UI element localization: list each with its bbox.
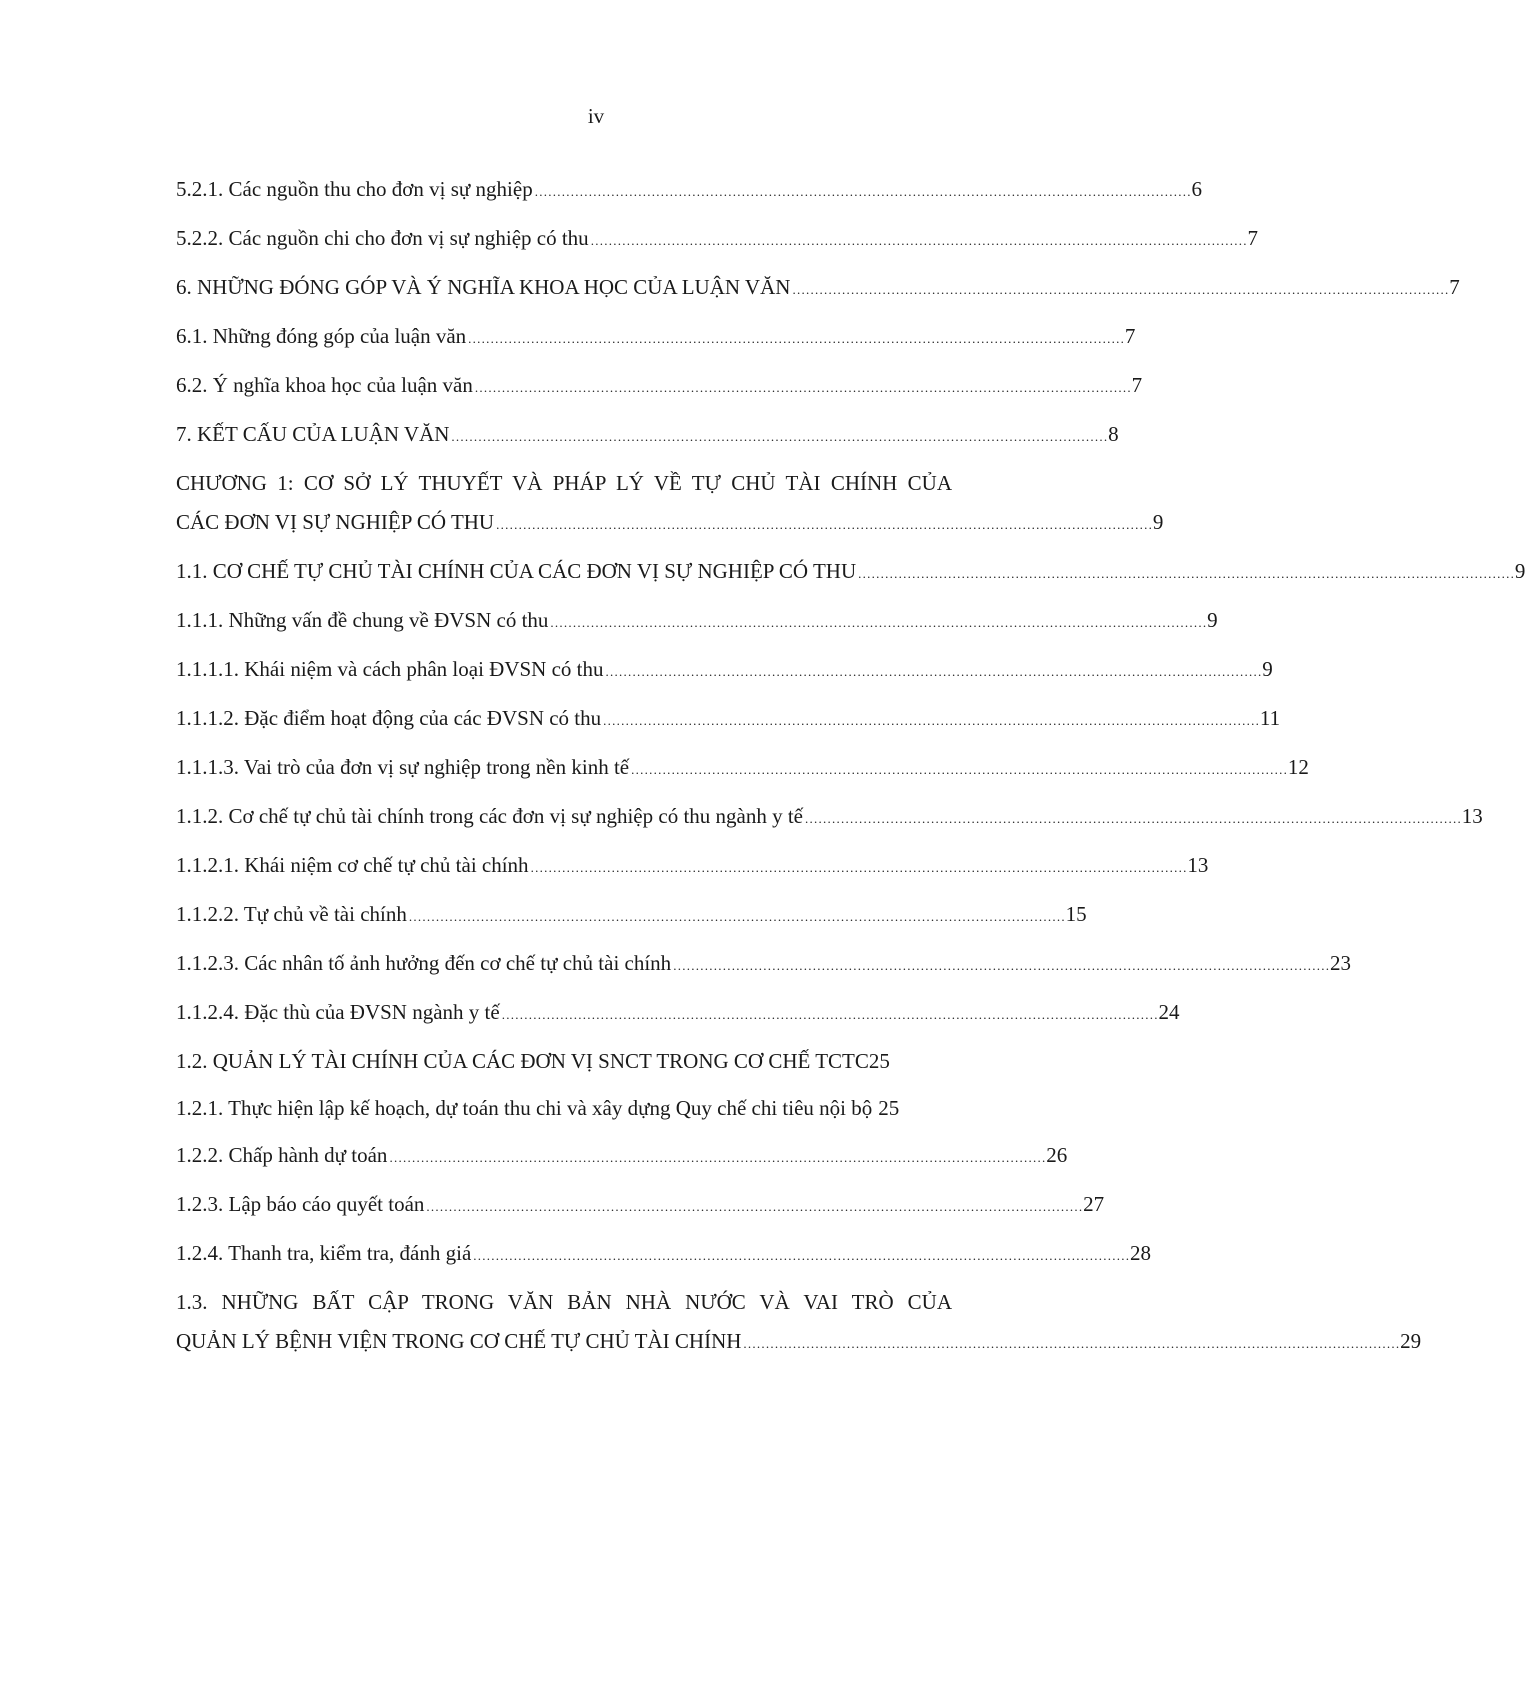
toc-entry-page: 9 [1262,657,1273,681]
toc-entry-title-line2: QUẢN LÝ BỆNH VIỆN TRONG CƠ CHẾ TỰ CHỦ TÀI CHÍNH [176,1329,742,1353]
toc-entry-title: 1.1.2.1. Khái niệm cơ chế tự chủ tài chính [176,853,529,877]
toc-entry-title: 1.2. QUẢN LÝ TÀI CHÍNH CỦA CÁC ĐƠN VỊ SNCT TRONG CƠ CHẾ TCTC [176,1049,869,1073]
toc-entry[interactable] [176,699,1281,740]
toc-entry-title: 1.1.2.3. Các nhân tố ảnh hưởng đến cơ chế tự chủ tài chính [176,951,672,975]
toc-dot-leader [601,699,1260,740]
toc-entry-title: 6.2. Ý nghĩa khoa học của luận văn [176,373,473,397]
toc-dot-leader [500,993,1159,1034]
toc-entry[interactable] [176,895,1087,936]
toc-entry-title: 1.1.1.2. Đặc điểm hoạt động của các ĐVSN có thu [176,706,602,730]
toc-entry-page: 12 [1287,755,1309,779]
toc-entry-chapter[interactable] [176,464,1164,544]
toc-entry[interactable] [176,1185,1105,1226]
toc-entry-title: 1.2.2. Chấp hành dự toán [176,1143,388,1167]
toc-entry-page: 6 [1191,177,1202,201]
toc-entry-title: 5.2.2. Các nguồn chi cho đơn vị sự nghiệp có thu [176,226,589,250]
toc-entry[interactable] [176,846,1209,887]
toc-dot-leader [407,895,1066,936]
toc-entry-page: 9 [1207,608,1218,632]
toc-entry-page: 23 [1329,951,1351,975]
toc-entry-page: 13 [1461,804,1483,828]
toc-entry-title: 1.1.2.2. Tự chủ về tài chính [176,902,407,926]
toc-entry-title: 1.2.3. Lập báo cáo quyết toán [176,1192,425,1216]
toc-entry-section[interactable] [176,1283,1422,1363]
toc-dot-leader [449,415,1108,456]
toc-dot-leader [473,366,1132,407]
toc-entry-title: 1.1.2.4. Đặc thù của ĐVSN ngành y tế [176,1000,500,1024]
toc-dot-leader [494,503,1153,544]
toc-entry-title-line2: CÁC ĐƠN VỊ SỰ NGHIỆP CÓ THU [176,510,495,534]
toc-dot-leader [790,268,1449,309]
toc-entry[interactable] [176,268,1460,309]
toc-dot-leader [604,650,1263,691]
toc-entry[interactable] [176,1234,1152,1275]
toc-entry[interactable] [176,317,1136,358]
toc-dot-leader [589,219,1248,260]
toc-dot-leader [466,317,1125,358]
toc-entry-title: 1.1. CƠ CHẾ TỰ CHỦ TÀI CHÍNH CỦA CÁC ĐƠN VỊ SỰ NGHIỆP CÓ THU [176,559,857,583]
toc-entry-title: 1.1.1. Những vấn đề chung về ĐVSN có thu [176,608,549,632]
toc-entry-page: 9 [1152,510,1164,534]
toc-entry-page: 25 [878,1096,900,1120]
toc-dot-leader [629,748,1288,789]
toc-entry[interactable] [176,944,1351,985]
toc-dot-leader [387,1136,1046,1177]
toc-entry[interactable] [176,170,1202,211]
toc-dot-leader [548,601,1207,642]
toc-entry[interactable] [176,366,1143,407]
table-of-contents [176,170,1525,1371]
toc-entry-page: 27 [1083,1192,1105,1216]
toc-entry-page: 26 [1046,1143,1068,1167]
toc-entry[interactable] [176,1042,952,1081]
page-number: iv [587,104,605,128]
toc-entry-title: 7. KẾT CẤU CỦA LUẬN VĂN [176,422,450,446]
toc-entry-page: 15 [1065,902,1087,926]
toc-entry-title: 6.1. Những đóng góp của luận văn [176,324,467,348]
toc-entry-title: 1.1.2. Cơ chế tự chủ tài chính trong các đơn vị sự nghiệp có thu ngành y tế [176,804,804,828]
toc-entry[interactable] [176,797,1483,838]
toc-entry-page: 24 [1158,1000,1180,1024]
toc-entry-page: 7 [1131,373,1143,397]
toc-entry[interactable] [176,601,1218,642]
toc-entry-page: 28 [1130,1241,1152,1265]
toc-entry-title: 6. NHỮNG ĐÓNG GÓP VÀ Ý NGHĨA KHOA HỌC CỦA LUẬN VĂN [176,275,791,299]
toc-entry-page: 29 [1400,1329,1422,1353]
toc-entry[interactable] [176,650,1273,691]
toc-dot-leader [671,944,1330,985]
toc-dot-leader [803,797,1462,838]
toc-entry[interactable] [176,1089,952,1128]
toc-entry-page: 13 [1187,853,1209,877]
toc-dot-leader [424,1185,1083,1226]
toc-entry[interactable] [176,219,1258,260]
toc-dot-leader [741,1322,1400,1363]
toc-entry-title: 1.1.1.3. Vai trò của đơn vị sự nghiệp trong nền kinh tế [176,755,630,779]
toc-entry-page: 8 [1108,422,1119,446]
toc-entry-title: 1.1.1.1. Khái niệm và cách phân loại ĐVSN có thu [176,657,604,681]
toc-dot-leader [471,1234,1130,1275]
toc-entry-page: 7 [1124,324,1136,348]
toc-entry-title: 1.2.1. Thực hiện lập kế hoạch, dự toán thu chi và xây dựng Quy chế chi tiêu nội bộ [176,1096,873,1120]
toc-entry-page: 25 [868,1049,890,1073]
toc-entry-page: 9 [1514,559,1525,583]
toc-entry[interactable] [176,748,1309,789]
toc-entry-title-line1: 1.3. NHỮNG BẤT CẬP TRONG VĂN BẢN NHÀ NƯỚC VÀ VAI TRÒ CỦA [176,1290,952,1314]
toc-entry[interactable] [176,993,1180,1034]
toc-entry[interactable] [176,1136,1068,1177]
toc-entry-title: 5.2.1. Các nguồn thu cho đơn vị sự nghiệp [176,177,533,201]
toc-entry-title-line1: CHƯƠNG 1: CƠ SỞ LÝ THUYẾT VÀ PHÁP LÝ VỀ TỰ CHỦ TÀI CHÍNH CỦA [176,471,952,495]
toc-dot-leader [856,552,1515,593]
toc-entry-page: 7 [1247,226,1258,250]
toc-dot-leader [529,846,1188,887]
toc-entry-page: 11 [1259,706,1281,730]
toc-entry[interactable] [176,415,1119,456]
toc-entry-page: 7 [1449,275,1460,299]
toc-entry[interactable] [176,552,1525,593]
toc-dot-leader [533,170,1192,211]
toc-entry-title: 1.2.4. Thanh tra, kiểm tra, đánh giá [176,1241,472,1265]
